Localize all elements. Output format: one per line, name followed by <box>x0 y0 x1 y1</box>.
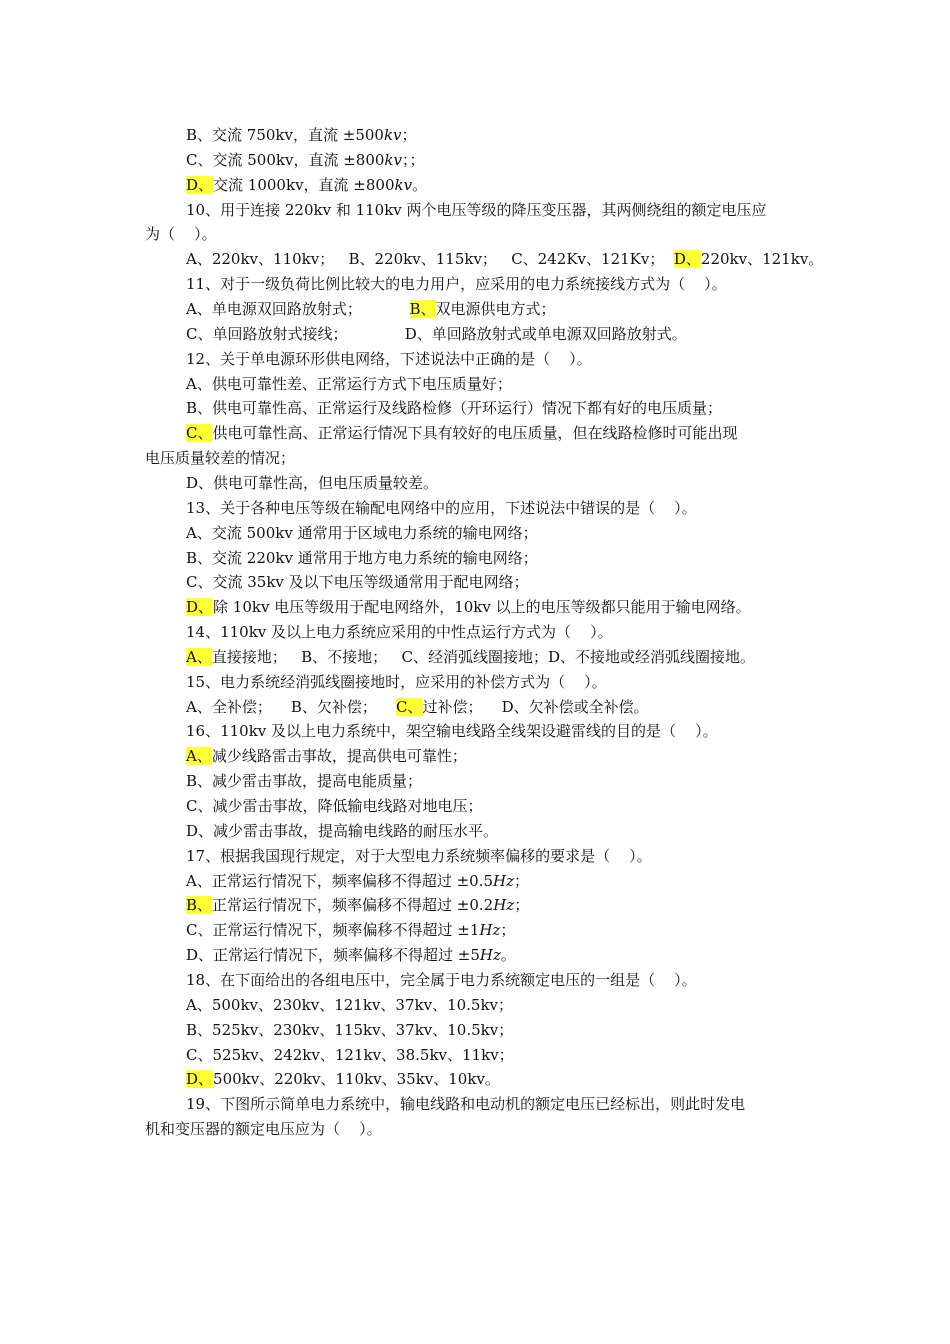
text-segment: 供电可靠性高、正常运行情况下具有较好的电压质量，但在线路检修时可能出现 <box>212 424 738 443</box>
text-segment: 直接接地； B、不接地； C、经消弧线圈接地；D、不接地或经消弧线圈接地。 <box>211 647 755 666</box>
text-segment: D、供电可靠性高，但电压质量较差。 <box>186 473 439 492</box>
text-line <box>186 1019 513 1041</box>
text-line <box>186 1068 500 1090</box>
math-unit: Hz <box>493 896 515 915</box>
text-line <box>186 894 529 916</box>
text-line <box>186 919 515 941</box>
text-line <box>145 223 217 245</box>
text-line <box>186 994 513 1016</box>
highlighted-answer: D、 <box>186 1070 214 1089</box>
text-segment: 减少线路雷击事故，提高供电可靠性； <box>211 747 467 766</box>
math-unit: kv <box>384 150 402 169</box>
text-line <box>186 571 529 593</box>
text-segment: A、供电可靠性差、正常运行方式下电压质量好； <box>186 374 512 393</box>
text-segment: 12、关于单电源环形供电网络，下述说法中正确的是（ ）。 <box>186 349 592 368</box>
text-segment: 15、电力系统经消弧线圈接地时，应采用的补偿方式为（ ）。 <box>186 672 607 691</box>
text-line <box>186 845 652 867</box>
text-line <box>186 248 823 270</box>
text-line <box>186 124 417 146</box>
text-segment: C、525kv、242kv、121kv、38.5kv、11kv； <box>186 1045 514 1064</box>
math-unit: Hz <box>479 946 501 965</box>
text-segment: 。 <box>500 946 516 965</box>
text-segment: C、正常运行情况下，频率偏移不得超过 ±1 <box>186 921 480 940</box>
text-segment: B、交流 220kv 通常用于地方电力系统的输电网络； <box>186 548 538 567</box>
text-line <box>186 696 649 718</box>
text-line <box>186 472 438 494</box>
text-segment: C、交流 500kv，直流 ±800 <box>186 150 385 169</box>
text-line <box>186 944 516 966</box>
text-line <box>186 174 427 196</box>
text-segment: B、交流 750kv，直流 ±500 <box>186 126 384 144</box>
text-segment: C、单回路放射式接线； D、单回路放射式或单电源双回路放射式。 <box>186 324 687 343</box>
text-line <box>186 373 512 395</box>
highlighted-answer: B、 <box>186 896 213 915</box>
text-line <box>186 397 722 419</box>
text-segment: B、525kv、230kv、115kv、37kv、10.5kv； <box>186 1020 514 1039</box>
math-unit: Hz <box>479 921 501 940</box>
text-segment: 16、110kv 及以上电力系统中，架空输电线路全线架设避雷线的目的是（ ）。 <box>186 722 718 741</box>
math-unit: kv <box>383 126 402 144</box>
text-segment: 500kv、220kv、110kv、35kv、10kv。 <box>213 1070 500 1089</box>
text-line <box>186 497 697 519</box>
text-segment: 10、用于连接 220kv 和 110kv 两个电压等级的降压变压器，其两侧绕组的额定电压应 <box>186 200 767 219</box>
highlighted-answer: C、 <box>396 697 423 716</box>
text-line <box>186 1044 514 1066</box>
math-unit: Hz <box>493 871 515 890</box>
text-segment: 18、在下面给出的各组电压中，完全属于电力系统额定电压的一组是（ ）。 <box>186 970 697 989</box>
text-segment: 为（ ）。 <box>145 225 217 244</box>
highlighted-answer: D、 <box>673 250 701 269</box>
text-segment: 。 <box>412 175 428 194</box>
text-line <box>186 596 751 618</box>
text-segment: B、减少雷击事故，提高电能质量； <box>186 772 423 791</box>
text-segment: 220kv、121kv。 <box>700 250 824 269</box>
highlighted-answer: B、 <box>409 300 436 318</box>
text-line <box>186 348 592 370</box>
highlighted-answer: A、 <box>186 747 212 766</box>
text-line <box>186 422 738 444</box>
text-segment: A、单电源双回路放射式； <box>186 300 410 318</box>
text-line <box>186 522 538 544</box>
text-segment: 过补偿； D、欠补偿或全补偿。 <box>422 697 649 716</box>
highlighted-answer: D、 <box>186 598 214 617</box>
text-segment: A、交流 500kv 通常用于区域电力系统的输电网络； <box>186 523 538 542</box>
text-segment: 正常运行情况下，频率偏移不得超过 ±0.2 <box>212 896 494 915</box>
text-segment: C、减少雷击事故，降低输电线路对地电压； <box>186 797 483 815</box>
text-line <box>145 447 295 469</box>
text-line <box>186 795 482 817</box>
text-segment: ；； <box>402 150 425 169</box>
text-segment: A、220kv、110kv； B、220kv、115kv； C、242Kv、121Kv； <box>186 250 674 269</box>
text-line <box>186 323 687 345</box>
text-line <box>186 1093 745 1115</box>
text-segment: A、全补偿； B、欠补偿； <box>186 697 397 716</box>
text-line <box>186 671 607 693</box>
text-segment: A、正常运行情况下，频率偏移不得超过 ±0.5 <box>186 871 494 890</box>
text-segment: ； <box>401 126 417 144</box>
text-segment: 13、关于各种电压等级在输配电网络中的应用，下述说法中错误的是（ ）。 <box>186 498 697 517</box>
text-segment: 双电源供电方式； <box>435 300 556 318</box>
text-segment: 19、下图所示简单电力系统中，输电线路和电动机的额定电压已经标出，则此时发电 <box>186 1095 746 1114</box>
text-line <box>186 149 425 171</box>
text-segment: ； <box>514 896 530 915</box>
text-segment: ； <box>500 921 516 940</box>
highlighted-answer: A、 <box>186 647 212 666</box>
text-line <box>186 870 529 892</box>
text-line <box>186 969 697 991</box>
text-segment: A、500kv、230kv、121kv、37kv、10.5kv； <box>186 995 514 1014</box>
text-line <box>186 621 613 643</box>
text-line <box>186 770 422 792</box>
text-line <box>186 745 467 767</box>
text-segment: 电压质量较差的情况； <box>145 449 296 468</box>
text-line <box>186 298 556 320</box>
text-segment: 交流 1000kv，直流 ±800 <box>213 175 395 194</box>
text-line <box>186 820 498 842</box>
text-segment: D、正常运行情况下，频率偏移不得超过 ±5 <box>186 946 480 965</box>
text-segment: 11、对于一级负荷比例比较大的电力用户，应采用的电力系统接线方式为（ ）。 <box>186 275 727 294</box>
text-line <box>145 1118 382 1140</box>
text-segment: 14、110kv 及以上电力系统应采用的中性点运行方式为（ ）。 <box>186 623 613 641</box>
text-line <box>186 547 538 569</box>
text-segment: 除 10kv 电压等级用于配电网络外，10kv 以上的电压等级都只能用于输电网络。 <box>213 598 751 617</box>
text-line <box>186 273 727 295</box>
highlighted-answer: D、 <box>186 175 214 194</box>
text-segment: ； <box>514 871 530 890</box>
text-line <box>186 720 718 742</box>
text-segment: C、交流 35kv 及以下电压等级通常用于配电网络； <box>186 573 529 592</box>
highlighted-answer: C、 <box>186 424 213 443</box>
text-segment: D、减少雷击事故，提高输电线路的耐压水平。 <box>186 821 499 840</box>
text-segment: 机和变压器的额定电压应为（ ）。 <box>145 1120 382 1138</box>
text-segment: B、供电可靠性高、正常运行及线路检修（开环运行）情况下都有好的电压质量； <box>186 399 723 418</box>
text-segment: 17、根据我国现行规定，对于大型电力系统频率偏移的要求是（ ）。 <box>186 846 652 865</box>
text-line <box>186 646 755 668</box>
text-line <box>186 199 767 221</box>
math-unit: kv <box>394 175 413 194</box>
